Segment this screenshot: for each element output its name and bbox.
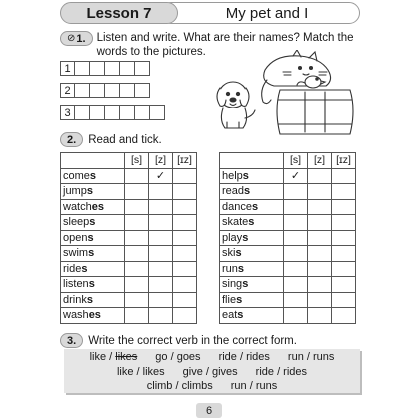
tick-cell[interactable] [173, 230, 197, 246]
task-2-instruction [60, 132, 162, 147]
word-box-line-1 [70, 350, 354, 365]
verb-ending: s [244, 185, 251, 198]
tick-cell[interactable] [308, 230, 332, 246]
verb-word [61, 168, 125, 184]
letter-box[interactable] [135, 105, 150, 120]
tick-cell[interactable] [308, 199, 332, 215]
answer-letter-row [60, 105, 165, 120]
tick-cell[interactable] [173, 277, 197, 293]
letter-box[interactable] [75, 83, 90, 98]
tick-cell[interactable] [125, 168, 149, 184]
tick-mark: ✓ [155, 170, 166, 183]
tick-cell[interactable] [125, 246, 149, 262]
tick-cell[interactable] [284, 168, 308, 184]
verb-pair: ride / rides [255, 365, 308, 378]
table-row [220, 184, 356, 200]
tick-cell[interactable] [332, 261, 356, 277]
task-3-number: 3. [60, 333, 83, 348]
sound-column-header: [s] [284, 153, 308, 169]
tick-cell[interactable] [149, 308, 173, 324]
pet-pictures [205, 50, 360, 135]
verb-stem: listen [63, 278, 89, 291]
verb-ending: s [251, 200, 259, 213]
tick-cell[interactable] [173, 215, 197, 231]
sound-column-header: [s] [125, 153, 149, 169]
verb-stem: drink [63, 293, 87, 306]
tick-cell[interactable] [284, 184, 308, 200]
verb-pair [288, 350, 334, 365]
tick-cell[interactable] [284, 230, 308, 246]
tick-cell[interactable] [149, 168, 173, 184]
verb-stem: watch [63, 200, 92, 213]
sound-column-header: [ɪz] [332, 153, 356, 169]
tick-mark: ✓ [290, 170, 301, 183]
letter-box[interactable] [90, 83, 105, 98]
task-1-text: Listen and write. What are their names? Match the words to the pictures. [96, 32, 354, 58]
verb-ending: s [87, 231, 94, 244]
verb-pair: like / likes [116, 365, 165, 378]
table-corner [220, 153, 284, 169]
word-box-line-3 [70, 379, 354, 394]
task-2-number: 2. [60, 132, 83, 147]
verb-ending: s [237, 262, 245, 275]
table-row [61, 199, 197, 215]
table-row [220, 246, 356, 262]
verb-stem: read [222, 185, 245, 198]
table-row [61, 261, 197, 277]
table-row [220, 230, 356, 246]
verb-stem: dance [222, 200, 252, 213]
letter-box[interactable] [120, 83, 135, 98]
table-row [61, 277, 197, 293]
tick-cell[interactable] [284, 292, 308, 308]
verb-pair-text: go / goes [155, 351, 201, 363]
verb-word [61, 230, 125, 246]
verb-stem: ski [222, 247, 236, 260]
tick-cell[interactable] [149, 292, 173, 308]
lesson-label: Lesson 7 [60, 2, 178, 24]
table-row [61, 308, 197, 324]
task-3-text: Write the correct verb in the correct form. [88, 334, 297, 347]
verb-word [220, 277, 284, 293]
verb-word [61, 199, 125, 215]
verb-ending: s [88, 247, 95, 260]
table-row [61, 215, 197, 231]
tick-cell[interactable] [125, 215, 149, 231]
table-row [61, 184, 197, 200]
verb-word [61, 215, 125, 231]
verb-word-box [64, 349, 360, 393]
table-header-row [61, 153, 197, 169]
tick-cell[interactable] [308, 215, 332, 231]
tick-cell[interactable] [173, 246, 197, 262]
verb-stem: play [222, 231, 243, 244]
letter-box[interactable] [105, 83, 120, 98]
tick-cell[interactable] [149, 199, 173, 215]
verb-ending: s [89, 216, 96, 229]
crossed-out-verb: likes [115, 351, 138, 363]
verb-ending: s [248, 216, 255, 229]
table-row [220, 292, 356, 308]
tick-cell[interactable] [173, 199, 197, 215]
sound-column-header: [ɪz] [173, 153, 197, 169]
verb-pair: give / gives [182, 365, 238, 378]
tick-cell[interactable] [332, 292, 356, 308]
tick-cell[interactable] [308, 246, 332, 262]
verb-ending: s [86, 185, 93, 198]
tick-cell[interactable] [149, 246, 173, 262]
table-row [220, 168, 356, 184]
verb-word [61, 277, 125, 293]
tick-cell[interactable] [308, 308, 332, 324]
verb-word [220, 308, 284, 324]
tick-cell[interactable] [284, 277, 308, 293]
verb-pair-text: run / runs [287, 351, 335, 363]
tick-cell[interactable] [173, 308, 197, 324]
cd-icon: ⊘ [67, 32, 76, 44]
table-row [220, 277, 356, 293]
word-box-line-2 [70, 365, 354, 380]
answer-row-number: 2 [60, 83, 75, 98]
sound-column-header: [z] [149, 153, 173, 169]
tick-cell[interactable] [332, 184, 356, 200]
tick-cell[interactable] [308, 168, 332, 184]
table-row [220, 261, 356, 277]
table-row [220, 215, 356, 231]
verb-ending: s [81, 262, 88, 275]
barrel-illustration [277, 90, 353, 134]
letter-box[interactable] [105, 105, 120, 120]
verb-word [220, 261, 284, 277]
verb-stem: open [63, 231, 88, 244]
tick-cell[interactable] [332, 168, 356, 184]
tick-cell[interactable] [149, 184, 173, 200]
table-row [61, 246, 197, 262]
tick-cell[interactable] [332, 308, 356, 324]
verb-stem: help [222, 169, 243, 182]
task-1-number: ⊘ 1. [60, 31, 93, 46]
verb-pair-text: ride / rides [218, 351, 270, 363]
tick-cell[interactable] [173, 261, 197, 277]
letter-box[interactable] [135, 83, 150, 98]
verb-ending: es [88, 309, 101, 322]
tick-cell[interactable] [173, 292, 197, 308]
tick-cell[interactable] [125, 308, 149, 324]
verb-pair: climb / climbs [146, 380, 213, 392]
verb-word [61, 308, 125, 324]
verb-stem: eat [222, 309, 238, 322]
sound-table-right [219, 152, 356, 324]
tick-cell[interactable] [125, 184, 149, 200]
answer-row-number: 1 [60, 61, 75, 76]
sound-column-header: [z] [308, 153, 332, 169]
verb-ending: s [89, 169, 97, 182]
letter-box[interactable] [75, 61, 90, 76]
verb-word [61, 261, 125, 277]
tick-cell[interactable] [308, 277, 332, 293]
sound-table-left [60, 152, 197, 324]
verb-ending: s [86, 293, 93, 306]
verb-word [220, 292, 284, 308]
tick-cell[interactable] [332, 246, 356, 262]
verb-pair [219, 350, 270, 365]
verb-ending: s [242, 278, 249, 291]
answer-row-number: 3 [60, 105, 75, 120]
letter-box[interactable] [120, 61, 135, 76]
verb-stem: ride [63, 262, 82, 275]
verb-ending: s [242, 231, 249, 244]
task-3-instruction [60, 333, 297, 348]
verb-word [220, 199, 284, 215]
letter-box[interactable] [90, 61, 105, 76]
answer-letter-row [60, 83, 150, 98]
answer-letter-row [60, 61, 150, 76]
tick-cell[interactable] [284, 199, 308, 215]
tick-cell[interactable] [308, 261, 332, 277]
dog-illustration [217, 82, 255, 128]
verb-stem: run [222, 262, 238, 275]
tick-cell[interactable] [149, 230, 173, 246]
page-number: 6 [196, 403, 222, 418]
letter-box[interactable] [135, 61, 150, 76]
tick-cell[interactable] [149, 277, 173, 293]
letter-box[interactable] [120, 105, 135, 120]
verb-ending: s [235, 247, 242, 260]
verb-stem: skate [222, 216, 249, 229]
task-2-text: Read and tick. [88, 133, 162, 146]
table-corner [61, 153, 125, 169]
tick-cell[interactable] [284, 215, 308, 231]
tick-cell[interactable] [308, 292, 332, 308]
tick-cell[interactable] [149, 261, 173, 277]
tick-cell[interactable] [125, 261, 149, 277]
verb-word [220, 168, 284, 184]
verb-word [220, 246, 284, 262]
tick-cell[interactable] [173, 168, 197, 184]
verb-ending: es [91, 200, 104, 213]
tick-cell[interactable] [125, 277, 149, 293]
verb-pair-text: like / [89, 351, 116, 363]
tick-cell[interactable] [284, 261, 308, 277]
table-row [61, 230, 197, 246]
verb-ending: s [236, 293, 243, 306]
tick-cell[interactable] [284, 308, 308, 324]
verb-pair: run / runs [230, 380, 278, 392]
verb-word [61, 246, 125, 262]
letter-box[interactable] [105, 61, 120, 76]
table-header-row [220, 153, 356, 169]
tick-cell[interactable] [125, 199, 149, 215]
letter-box[interactable] [90, 105, 105, 120]
verb-word [61, 292, 125, 308]
verb-ending: s [88, 278, 95, 291]
table-row [61, 292, 197, 308]
verb-word [220, 230, 284, 246]
verb-stem: jump [63, 185, 87, 198]
verb-stem: swim [63, 247, 89, 260]
verb-pair [155, 350, 200, 365]
tick-cell[interactable] [149, 215, 173, 231]
verb-stem: sleep [63, 216, 90, 229]
tick-cell[interactable] [308, 184, 332, 200]
verb-stem: wash [63, 309, 89, 322]
verb-word [61, 184, 125, 200]
verb-stem: sing [222, 278, 243, 291]
table-row [220, 199, 356, 215]
tick-cell[interactable] [125, 292, 149, 308]
tick-cell[interactable] [284, 246, 308, 262]
verb-ending: s [237, 309, 244, 322]
lesson-header [60, 2, 360, 24]
verb-stem: flie [222, 293, 237, 306]
page-title: My pet and I [160, 2, 360, 24]
tick-cell[interactable] [173, 184, 197, 200]
tick-cell[interactable] [332, 215, 356, 231]
tick-cell[interactable] [332, 230, 356, 246]
letter-box[interactable] [75, 105, 90, 120]
tick-cell[interactable] [332, 199, 356, 215]
verb-ending: s [242, 169, 249, 182]
tick-cell[interactable] [332, 277, 356, 293]
verb-word [220, 215, 284, 231]
verb-word [220, 184, 284, 200]
letter-box[interactable] [150, 105, 165, 120]
tick-cell[interactable] [125, 230, 149, 246]
verb-pair [90, 350, 138, 365]
table-row [61, 168, 197, 184]
verb-stem: come [63, 169, 90, 182]
table-row [220, 308, 356, 324]
